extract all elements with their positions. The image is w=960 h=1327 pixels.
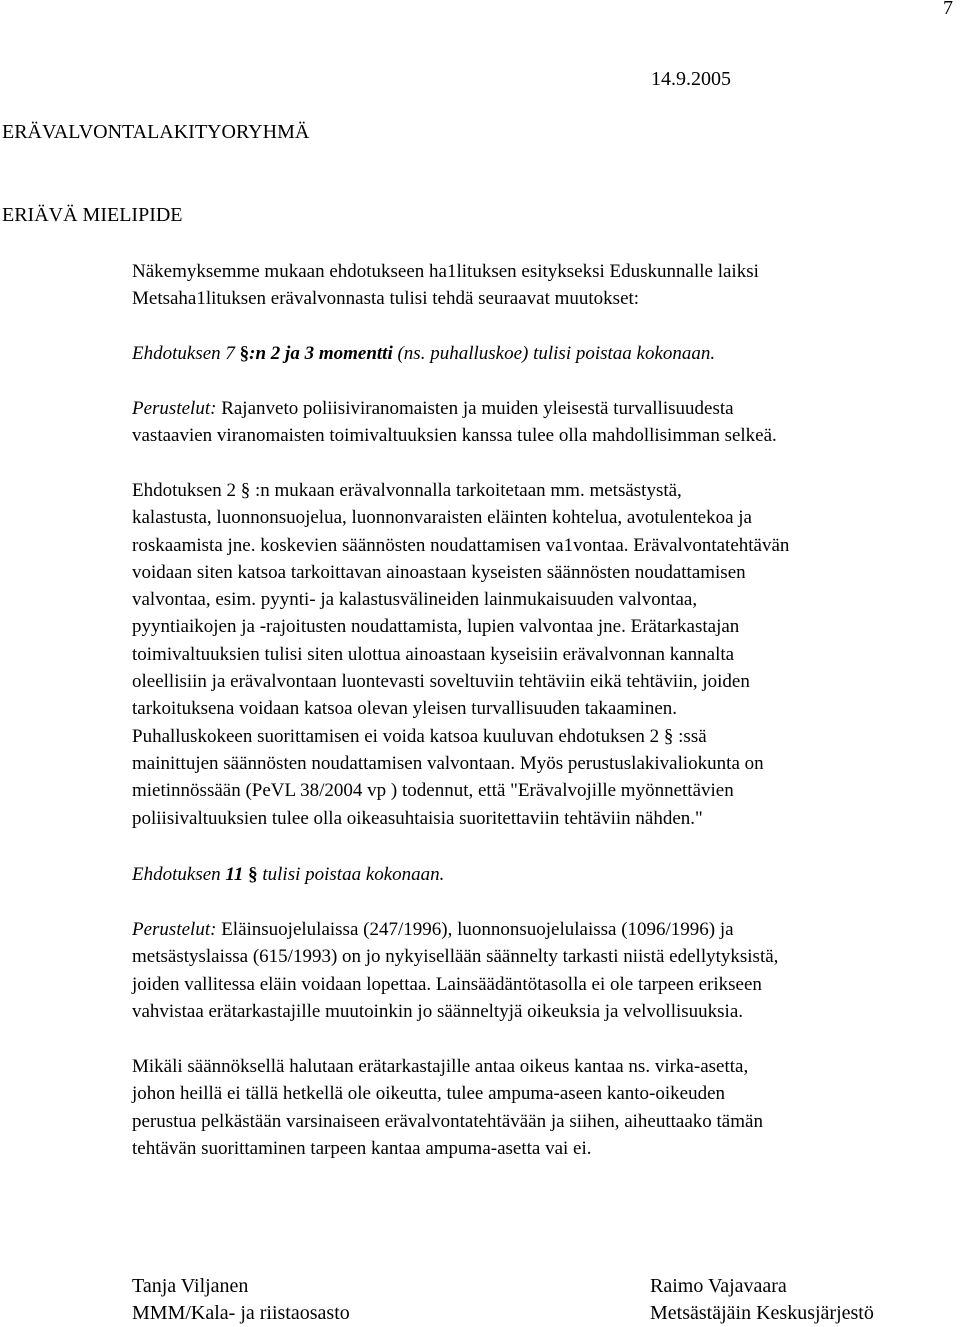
section-symbol-icon: § xyxy=(248,864,258,885)
document-date: 14.9.2005 xyxy=(651,68,731,90)
signatory-name: Raimo Vajavaara xyxy=(650,1275,787,1297)
group-title: ERÄVALVONTALAKITYORYHMÄ xyxy=(2,121,310,143)
intro-line: Näkemyksemme mukaan ehdotukseen ha1lituksen esitykseksi Eduskunnalle laiksi xyxy=(132,261,759,282)
paragraph-line: toimivaltuuksien tulisi siten ulottua ainoastaan kyseisiin erävalvonnan kannalta xyxy=(132,643,735,665)
paragraph-line: kalastusta, luonnonsuojelua, luonnonvaraisten eläinten kohtelua, avotulentekoa ja xyxy=(132,507,752,529)
reasoning-label: Perustelut: xyxy=(132,398,217,419)
paragraph-line: voidaan siten katsoa tarkoittavan ainoastaan kyseisten säännösten noudattamisen xyxy=(132,561,746,583)
proposal-bold-part: :n 2 ja 3 momentti xyxy=(249,343,393,364)
reasoning-line: vahvistaa erätarkastajille muutoinkin jo säänneltyjä oikeuksia ja velvollisuuksia. xyxy=(132,1000,744,1022)
reasoning-label: Perustelut: xyxy=(132,919,217,940)
paragraph-line: johon heillä ei tällä hetkellä ole oikeutta, tulee ampuma-aseen kanto-oikeuden xyxy=(132,1083,725,1105)
signatory-organization: Metsästäjäin Keskusjärjestö xyxy=(650,1302,874,1324)
reasoning-line: vastaavien viranomaisten toimivaltuuksien kanssa tulee olla mahdollisimman selkeä. xyxy=(132,425,777,447)
paragraph-line: Mikäli säännöksellä halutaan erätarkastajille antaa oikeus kantaa ns. virka-asetta, xyxy=(132,1056,749,1077)
paragraph-line: valvontaa, esim. pyynti- ja kalastusvälineiden lainmukaisuuden valvontaa, xyxy=(132,589,698,611)
paragraph-line: tarkoituksena voidaan katsoa olevan yleisen turvallisuuden takaaminen. xyxy=(132,698,678,720)
proposal-prefix: Ehdotuksen xyxy=(132,864,226,885)
paragraph-line: mainittujen säännösten noudattamisen valvontaan. Myös perustuslakivaliokunta on xyxy=(132,752,764,774)
reasoning-line: joiden vallitessa eläin voidaan lopettaa. Lainsäädäntötasolla ei ole tarpeen erikseen xyxy=(132,973,762,995)
paragraph-line: roskaamista jne. koskevien säännösten noudattamisen va1vontaa. Erävalvontatehtävän xyxy=(132,534,790,556)
reasoning-paragraph-1 xyxy=(132,395,932,450)
signature-left xyxy=(132,1273,350,1327)
paragraph-line: tehtävän suorittaminen tarpeen kantaa ampuma-asetta vai ei. xyxy=(132,1137,592,1159)
proposal-heading-1 xyxy=(132,340,932,367)
reasoning-line: Eläinsuojelulaissa (247/1996), luonnonsuojelulaissa (1096/1996) ja xyxy=(216,919,734,940)
proposal-rest: tulisi poistaa kokonaan. xyxy=(257,864,445,885)
paragraph-line: poliisivaltuuksien tulee olla oikeasuhtaisia suoritettaviin tehtäviin nähden." xyxy=(132,807,703,829)
signatory-organization: MMM/Kala- ja riistaosasto xyxy=(132,1302,350,1324)
intro-line: Metsaha1lituksen erävalvonnasta tulisi tehdä seuraavat muutokset: xyxy=(132,288,640,310)
signatory-name: Tanja Viljanen xyxy=(132,1275,249,1297)
proposal-number: 11 xyxy=(225,864,244,885)
document-title: ERIÄVÄ MIELIPIDE xyxy=(2,204,183,226)
paragraph-line: pyyntiaikojen ja -rajoitusten noudattamista, lupien valvontaa jne. Erätarkastajan xyxy=(132,616,740,638)
proposal-heading-2 xyxy=(132,861,932,888)
paragraph-line: oleellisiin ja erävalvontaan luontevasti soveltuviin tehtäviin eikä tehtäviin, joiden xyxy=(132,671,750,693)
proposal-prefix: Ehdotuksen 7 xyxy=(132,343,240,364)
page-number: 7 xyxy=(943,0,953,19)
paragraph-line: perustua pelkästään varsinaiseen erävalvontatehtävään ja siihen, aiheuttaako tämän xyxy=(132,1110,763,1132)
argument-paragraph xyxy=(132,477,932,832)
reasoning-line: Rajanveto poliisiviranomaisten ja muiden yleisestä turvallisuudesta xyxy=(216,398,734,419)
closing-paragraph xyxy=(132,1053,932,1162)
proposal-rest: (ns. puhalluskoe) tulisi poistaa kokonaan. xyxy=(392,343,716,364)
reasoning-line: metsästyslaissa (615/1993) on jo nykyisellään säännelty tarkasti niistä edellytyksistä, xyxy=(132,946,779,968)
paragraph-line: Ehdotuksen 2 § :n mukaan erävalvonnalla tarkoitetaan mm. metsästystä, xyxy=(132,480,682,501)
section-symbol-icon: § xyxy=(239,343,250,364)
reasoning-paragraph-2 xyxy=(132,916,932,1025)
paragraph-line: Puhalluskokeen suorittamisen ei voida katsoa kuuluvan ehdotuksen 2 § :ssä xyxy=(132,725,707,747)
signature-right xyxy=(650,1273,874,1327)
intro-paragraph xyxy=(132,258,932,313)
paragraph-line: mietinnössään (PeVL 38/2004 vp ) todennut, että "Erävalvojille myönnettävien xyxy=(132,780,734,802)
